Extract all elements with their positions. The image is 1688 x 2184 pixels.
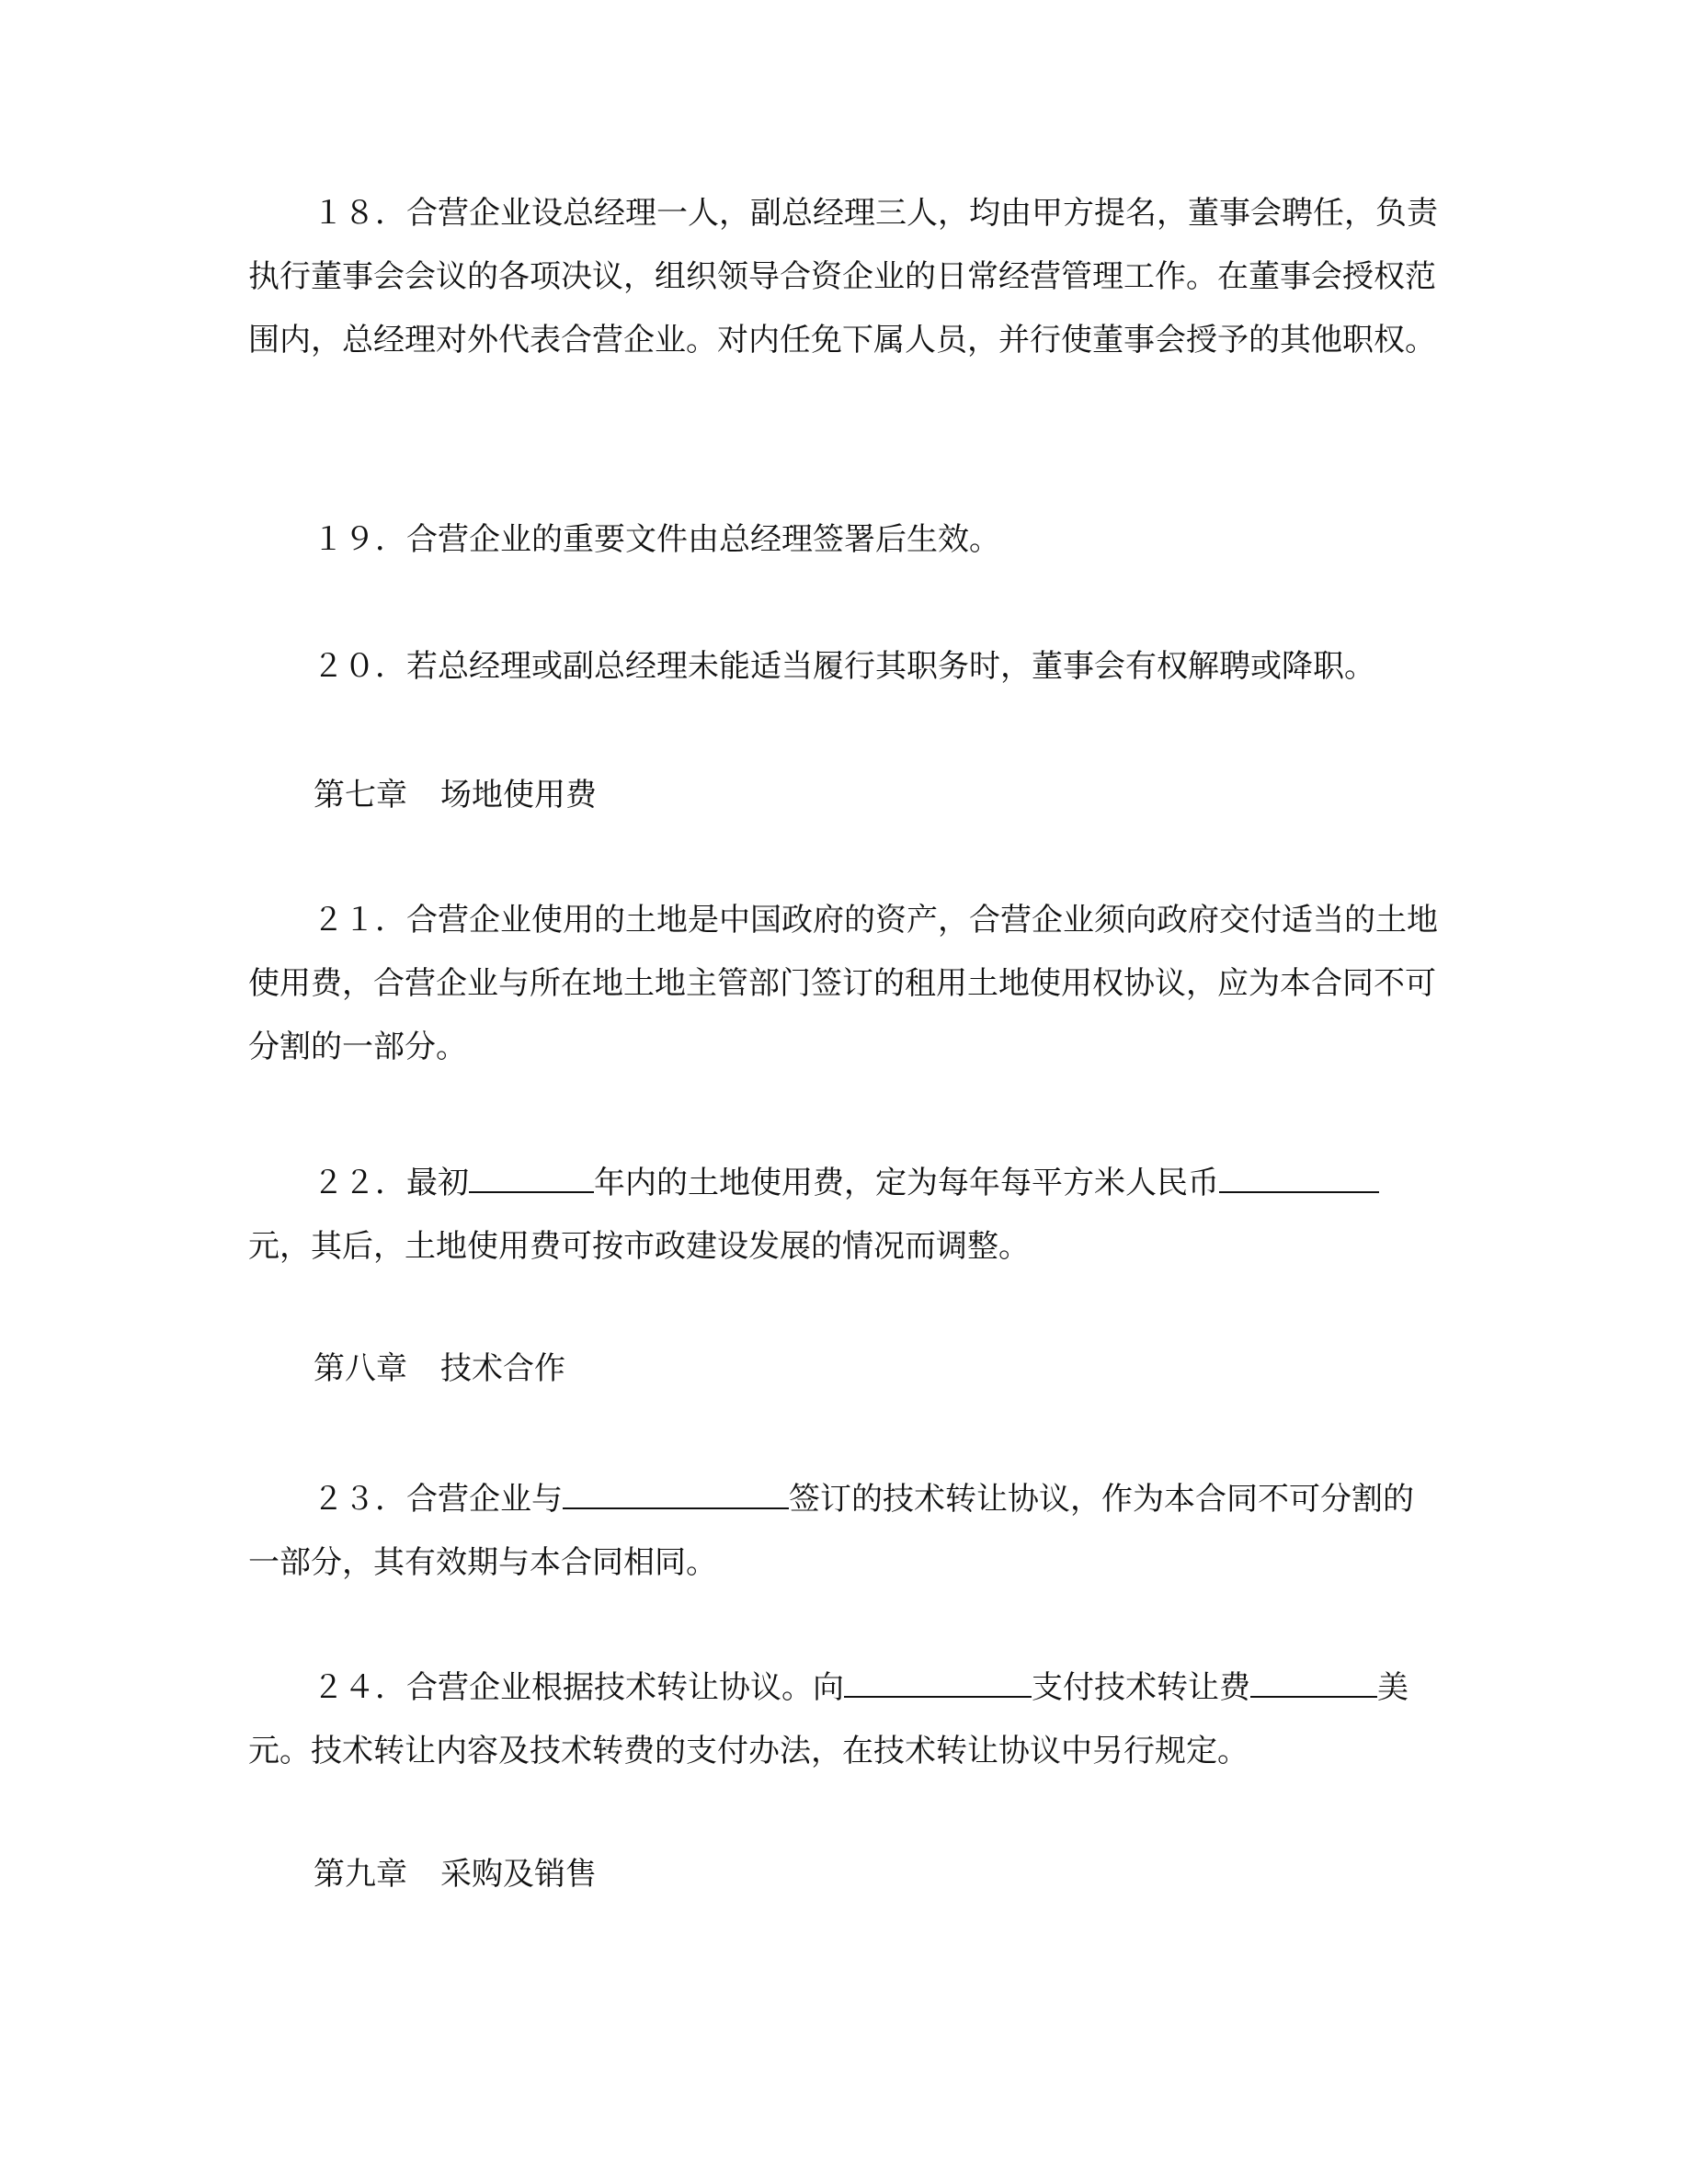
blank-field-usd-amount[interactable] <box>1250 1695 1377 1698</box>
article-24: ２４．合营企业根据技术转让协议。向 支付技术转让费 美元。技术转让内容及技术转费的支付办法，在技术转让协议中另行规定。 <box>248 1669 1409 1769</box>
chapter-number: 第七章 <box>314 777 407 813</box>
chapter-number: 第八章 <box>314 1350 407 1387</box>
chapter-title: 场地使用费 <box>440 777 597 813</box>
blank-field-rmb-amount[interactable] <box>1219 1190 1379 1193</box>
chapter-8-heading <box>314 1337 565 1401</box>
chapter-title: 采购及销售 <box>440 1856 597 1893</box>
blank-field-payee[interactable] <box>844 1695 1032 1698</box>
chapter-number: 第九章 <box>314 1856 407 1893</box>
article-21: ２１．合营企业使用的土地是中国政府的资产，合营企业须向政府交付适当的土地使用费，合营企业与所在地土地主管部门签订的租用土地使用权协议，应为本合同不可分割的一部分。 <box>248 902 1438 1065</box>
article-22: ２２．最初 年内的土地使用费，定为每年每平方米人民币元，其后，土地使用费可按市政建设发展的情况而调整。 <box>248 1152 1439 1279</box>
article-18: １８．合营企业设总经理一人，副总经理三人，均由甲方提名，董事会聘任，负责执行董事会会议的各项决议，组织领导合资企业的日常经营管理工作。在董事会授权范围内，总经理对外代表合营企业。对内任免下属人员，并行使董事会授予的其他职权。 <box>248 195 1438 358</box>
chapter-title: 技术合作 <box>440 1350 565 1387</box>
article-23: ２３．合营企业与 签订的技术转让协议，作为本合同不可分割的一部分，其有效期与本合同相同。 <box>248 1481 1414 1581</box>
chapter-9-heading <box>314 1843 597 1906</box>
article-20: ２０．若总经理或副总经理未能适当履行其职务时，董事会有权解聘或降职。 <box>313 648 1375 685</box>
blank-field-years[interactable] <box>469 1190 594 1193</box>
article-19: １９．合营企业的重要文件由总经理签署后生效。 <box>313 521 1000 558</box>
blank-field-transferor[interactable] <box>563 1507 789 1509</box>
chapter-7-heading <box>314 764 597 827</box>
